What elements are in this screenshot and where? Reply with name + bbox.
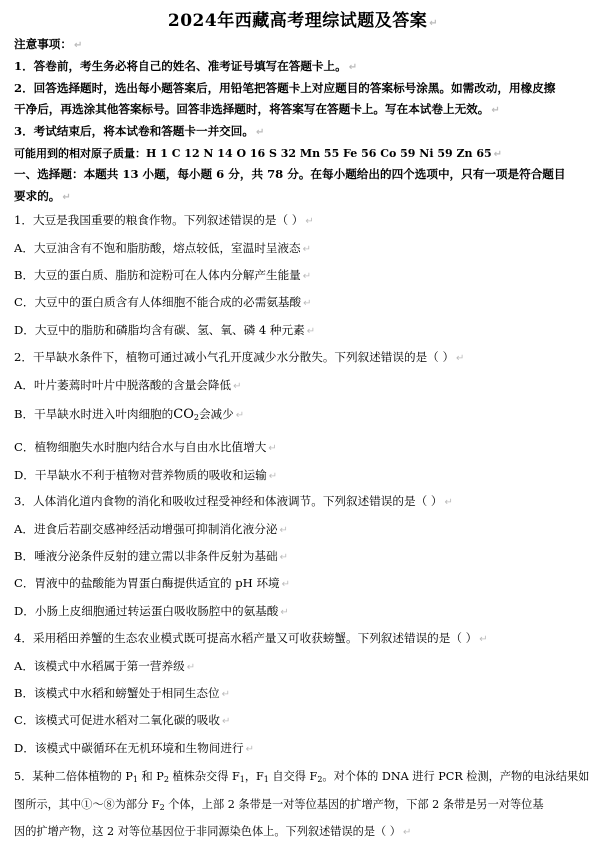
page-title: 2024年西藏高考理综试题及答案 ↵ [167, 11, 439, 31]
question-5-line-2: 图所示，其中①～⑧为部分 $F_2$ 个体，上部 2 条带是一对等位基因的扩增产物，下部 2 条带是另一对等位基 [14, 798, 544, 812]
question-2-option-b: B．干旱缺水时进入叶肉细胞的$CO_2$会减少 ↵ [14, 407, 245, 422]
section-heading-b: 要求的。 ↵ [14, 189, 71, 203]
question-1-option-b: B．大豆的蛋白质、脂肪和淀粉可在人体内分解产生能量 ↵ [14, 268, 312, 282]
question-1-option-c: C．大豆中的蛋白质含有人体细胞不能合成的必需氨基酸 ↵ [14, 295, 312, 309]
atomic-masses: 可能用到的相对原子质量：H 1 C 12 N 14 O 16 S 32 Mn 55 Fe 56 Co 59 Ni 59 Zn 65 ↵ [14, 147, 503, 160]
question-1-option-a: A．大豆油含有不饱和脂肪酸，熔点较低，室温时呈液态 ↵ [14, 241, 312, 255]
question-5-line-3: 因的扩增产物，这 2 对等位基因位于非同源染色体上。下列叙述错误的是（ ） ↵ [14, 825, 412, 838]
question-3-option-b: B．唾液分泌条件反射的建立需以非条件反射为基础 ↵ [14, 549, 288, 563]
question-2-stem: 2．干旱缺水条件下，植物可通过减小气孔开度减少水分散失。下列叙述错误的是（ ） ↵ [14, 350, 465, 364]
question-4-option-b: B．该模式中水稻和螃蟹处于相同生态位 ↵ [14, 686, 231, 700]
section-heading-a: 一、选择题：本题共 13 小题，每小题 6 分，共 78 分。在每小题给出的四个选项中，只有一项是符合题目 [14, 167, 566, 181]
question-5-line-1: 5．某种二倍体植物的 $P_1$ 和 $P_2$ 植株杂交得 $F_1$，$F_1$ 自交得 $F_2$。对个体的 DNA 进行 PCR 检测，产物的电泳结果如 [14, 770, 590, 784]
question-2-option-a: A．叶片萎蔫时叶片中脱落酸的含量会降低 ↵ [14, 378, 242, 392]
notice-item-3: 3．考试结束后，将本试卷和答题卡一并交回。 ↵ [14, 124, 265, 138]
question-4-option-c: C．该模式可促进水稻对二氧化碳的吸收 ↵ [14, 713, 231, 727]
paragraph-mark-icon: ↵ [429, 18, 439, 29]
question-3-option-a: A．进食后若副交感神经活动增强可抑制消化液分泌 ↵ [14, 522, 288, 536]
question-4-option-d: D．该模式中碳循环在无机环境和生物间进行 ↵ [14, 741, 254, 755]
question-3-option-d: D．小肠上皮细胞通过转运蛋白吸收肠腔中的氨基酸 ↵ [14, 604, 289, 618]
notice-item-2a: 2．回答选择题时，选出每小题答案后，用铅笔把答题卡上对应题目的答案标号涂黑。如需改动，用橡皮擦 [14, 81, 556, 95]
question-3-stem: 3．人体消化道内食物的消化和吸收过程受神经和体液调节。下列叙述错误的是（ ） ↵ [14, 494, 453, 508]
notice-item-2b: 干净后，再选涂其他答案标号。回答非选择题时，将答案写在答题卡上。写在本试卷上无效。 ↵ [14, 102, 500, 116]
question-2-option-c: C．植物细胞失水时胞内结合水与自由水比值增大 ↵ [14, 440, 277, 454]
question-4-stem: 4．采用稻田养蟹的生态农业模式既可提高水稻产量又可收获螃蟹。下列叙述错误的是（ ） ↵ [14, 631, 488, 645]
question-1-option-d: D．大豆中的脂肪和磷脂均含有碳、氢、氧、磷 4 种元素 ↵ [14, 323, 316, 337]
notice-heading: 注意事项： ↵ [14, 37, 83, 51]
question-1-stem: 1．大豆是我国重要的粮食作物。下列叙述错误的是（ ） ↵ [14, 213, 314, 227]
question-4-option-a: A．该模式中水稻属于第一营养级 ↵ [14, 659, 196, 673]
notice-item-1: 1．答卷前，考生务必将自己的姓名、准考证号填写在答题卡上。 ↵ [14, 59, 358, 73]
question-2-option-d: D．干旱缺水不利于植物对营养物质的吸收和运输 ↵ [14, 468, 278, 482]
question-3-option-c: C．胃液中的盐酸能为胃蛋白酶提供适宜的 pH 环境 ↵ [14, 576, 291, 590]
